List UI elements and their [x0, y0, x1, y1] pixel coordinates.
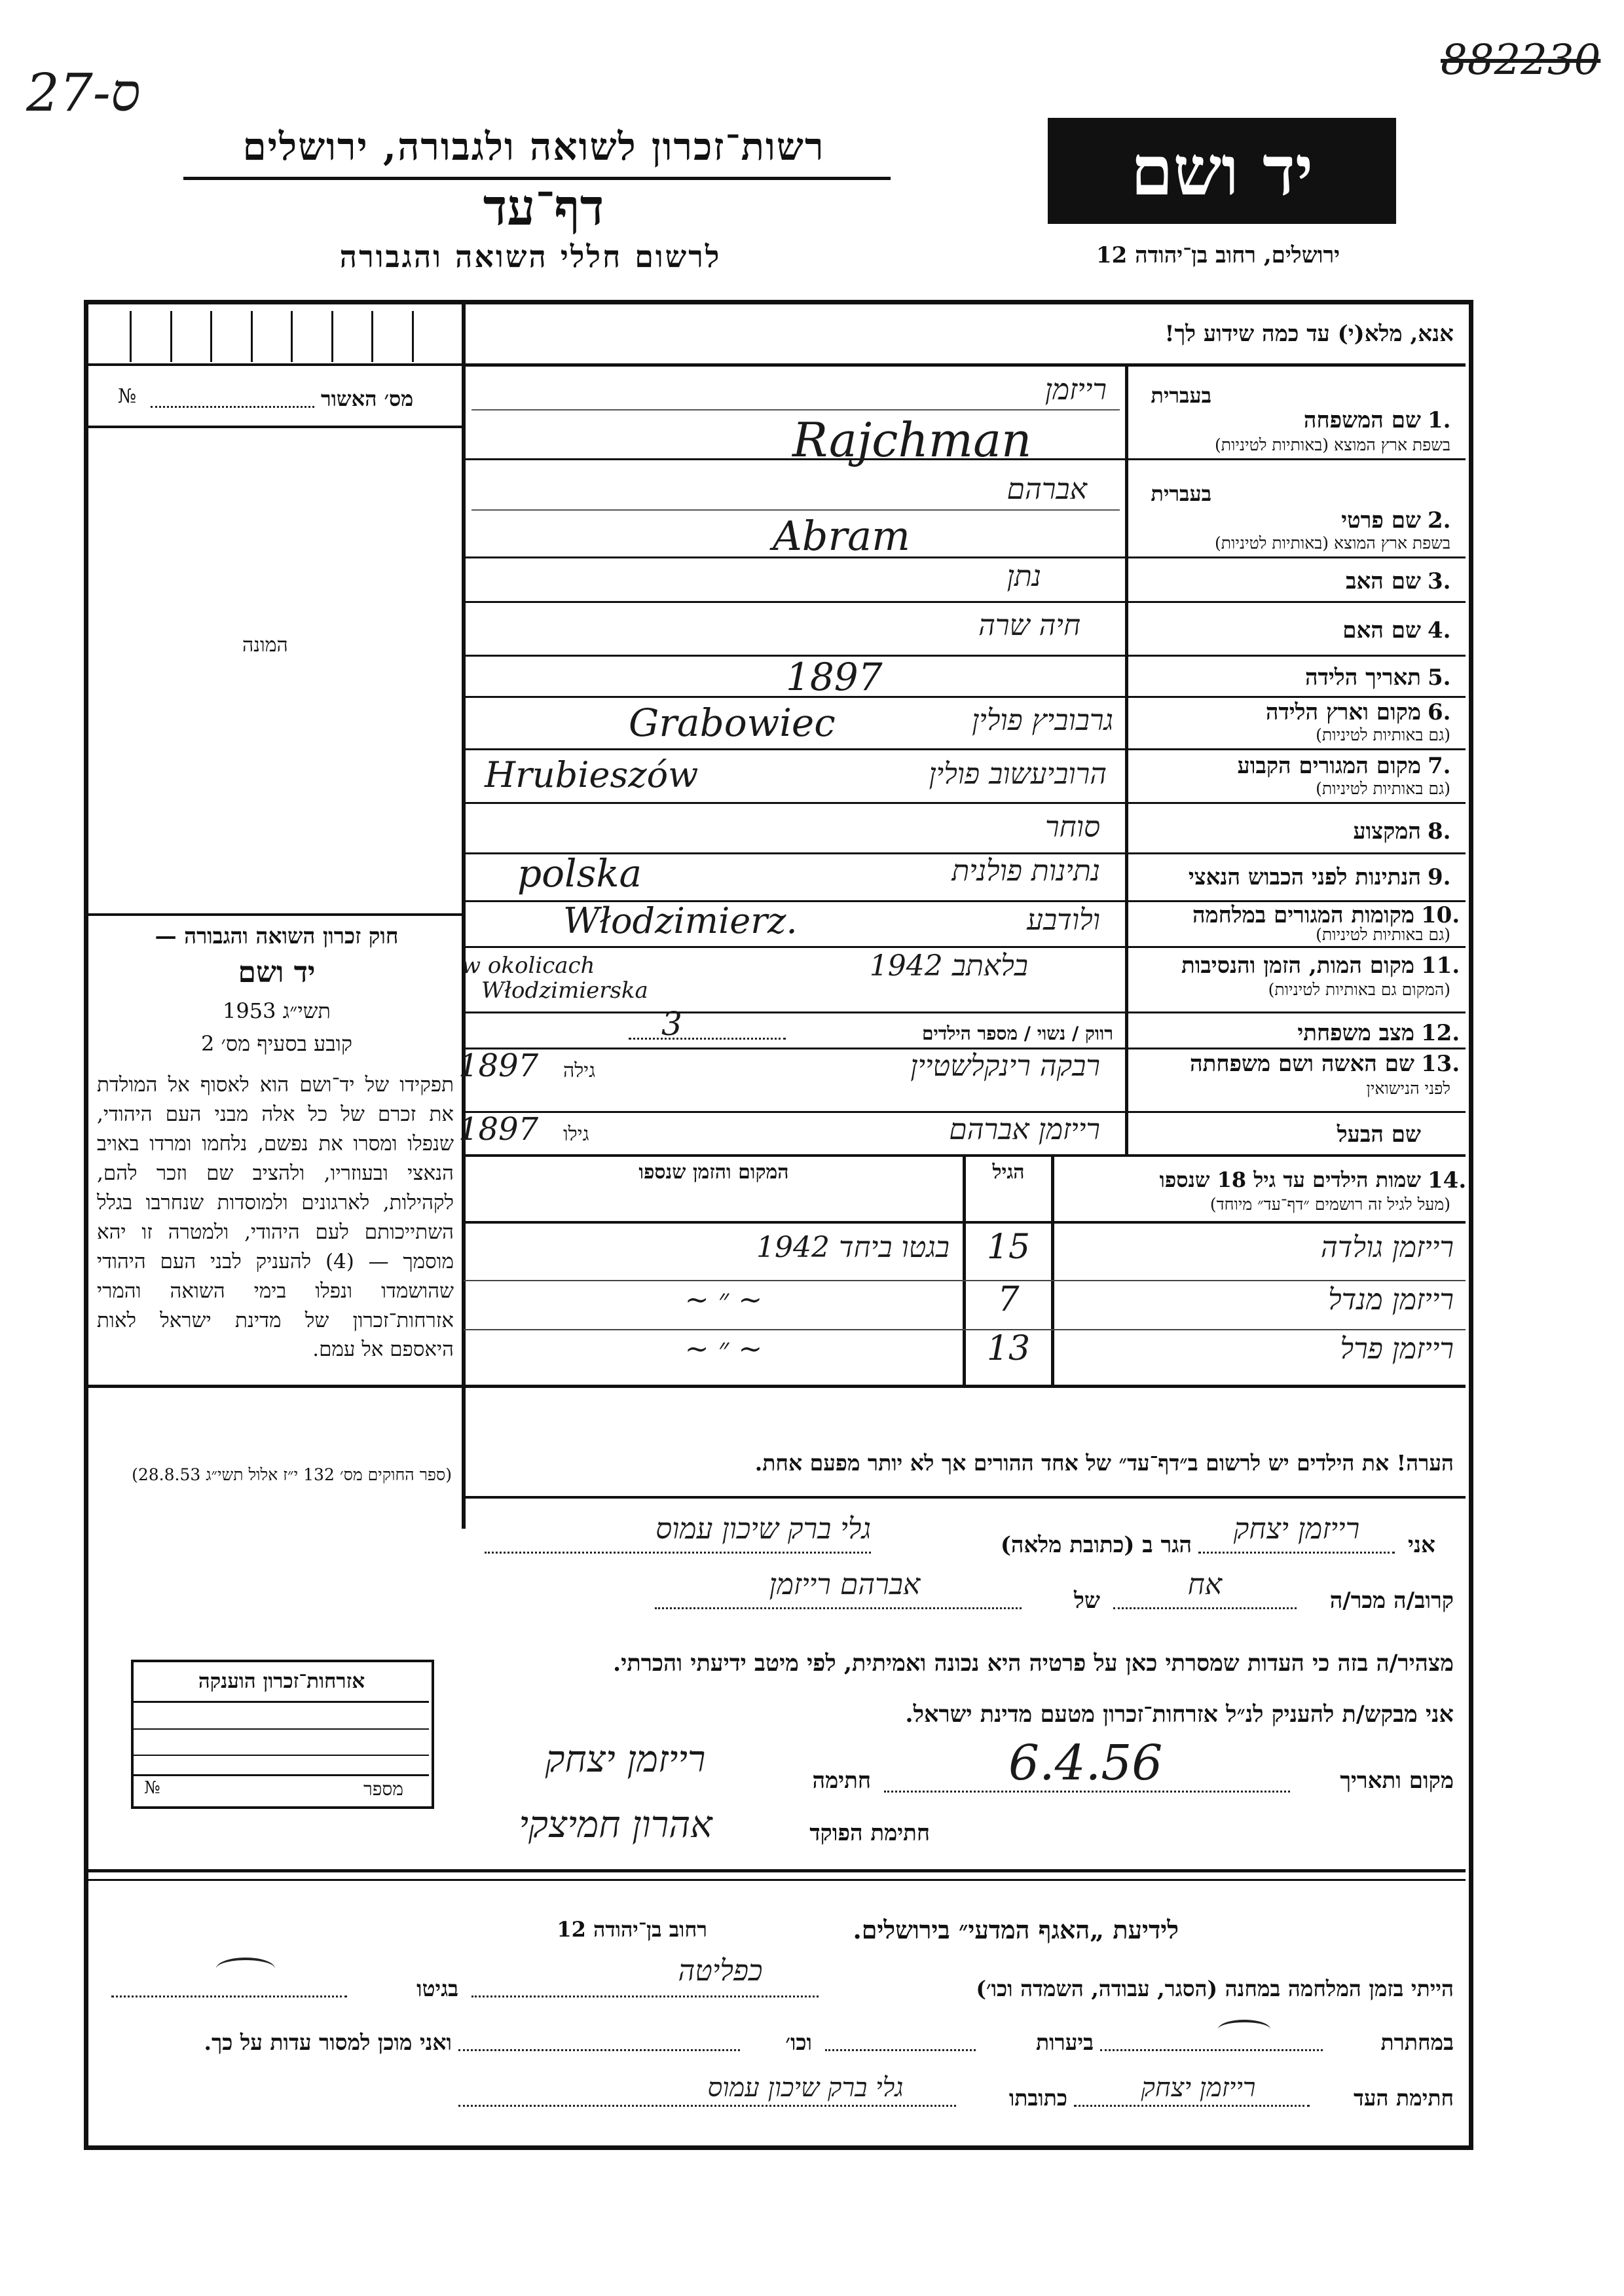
- field-1-number: 1.: [1428, 407, 1451, 433]
- children-number: 14.: [1428, 1167, 1467, 1194]
- photo-rule: [88, 913, 464, 916]
- field-2-tag: בעברית: [1151, 481, 1211, 506]
- child-1-name: רייזמן גולדה: [1320, 1231, 1454, 1264]
- field-9-label: הנתינות לפני הכבוש הנאצי: [1188, 864, 1421, 890]
- field-9-latin: polska: [517, 851, 642, 896]
- field-13-sub: לפני הנישואין: [1366, 1079, 1450, 1098]
- law-name: יד ושם: [238, 956, 316, 989]
- signature-value: רייזמן יצחק: [545, 1738, 706, 1781]
- declaration-of-name-line: [655, 1607, 1022, 1609]
- field-9-number: 9.: [1428, 864, 1451, 890]
- law-text: תפקידו של יד־ושם הוא לאסוף אל המולדת את זכרם של כל אלה מבני העם היהודי, שנפלו ומסרו את נפשם, נלחמו ומרדו באויב הנאצי ובעוזריו, ולהציב שם וזכר להם, לקהילות, לארגונים ולמוסדות שנחרבו בגלל השתייכותם לעם היהודי, ולמטרה זו יהא מוסמך — (4) להעניק לבני העם היהודי שהושמדו ונפלו בימי השואה והמרי אזרחות־זכרון של מדינת ישראל לאות היאספם אל עמם.: [97, 1073, 454, 1362]
- witness-address-line: [458, 2105, 956, 2107]
- field-2-latin: Abram: [773, 512, 910, 560]
- field-8-hebrew: סוחר: [1045, 811, 1100, 844]
- husband-age: 1897: [458, 1111, 539, 1148]
- row-rule-3: [464, 556, 1466, 558]
- witness-signature-line: [1074, 2105, 1310, 2107]
- child-1-place: בגטו ביחד 1942: [756, 1231, 950, 1264]
- field-2-hebrew: אברהם: [1006, 473, 1087, 506]
- archive-camp-line: [471, 1995, 819, 1997]
- archive-forests-line: [825, 2049, 976, 2051]
- field-13-age-label: גילה: [563, 1059, 596, 1082]
- archive-ghetto: בגיטו: [416, 1976, 458, 2001]
- declaration-i: אני: [1408, 1532, 1435, 1558]
- field-3-hebrew: נתן: [1006, 560, 1041, 593]
- field-1-tag: בעברית: [1151, 383, 1211, 408]
- field-1-label: שם המשפחה: [1303, 407, 1421, 433]
- field-7-latin: Hrubieszów: [485, 754, 699, 795]
- field-7-label: מקום המגורים הקבוע: [1237, 753, 1421, 779]
- field-12-sub-inline: רווק / נשוי / מספר הילדים: [921, 1023, 1113, 1044]
- child-3-name: רייזמן פרל: [1340, 1332, 1454, 1366]
- field-8-label: המקצוע: [1353, 818, 1421, 845]
- field-7-number: 7.: [1428, 753, 1451, 779]
- field-10-hebrew: ולודבע: [1027, 903, 1100, 937]
- place-date-value: 6.4.56: [1008, 1735, 1163, 1791]
- law-year: 1953 תשי״ג: [223, 998, 331, 1023]
- code-boxes-rule: [88, 363, 464, 366]
- field-11-latin-1: w okolicach: [462, 953, 595, 979]
- field-6-hebrew: גרבוביץ פולין: [972, 704, 1113, 737]
- declaration-living: הגר ב (כתובת מלאה): [1000, 1532, 1192, 1558]
- photo-area-label: המונה: [242, 634, 288, 657]
- field-6-sub: (גם באותיות לטיניות): [1316, 725, 1450, 744]
- field-1-hebrew: רייזמן: [1044, 373, 1107, 407]
- form-title: דף־עד: [483, 178, 604, 236]
- archive-underground: במחתרת: [1380, 2030, 1454, 2055]
- field-13-hebrew: רבקה רינקלשטיין: [910, 1049, 1100, 1083]
- witness-address-label: כתובתו: [1008, 2085, 1067, 2111]
- signature-label: חתימה: [812, 1768, 871, 1794]
- archive-ready: ואני מוכן למסור עדות על כך.: [204, 2030, 452, 2055]
- citizenship-rule-2: [134, 1728, 429, 1730]
- child-2-age: 7: [997, 1280, 1020, 1319]
- place-date-label: מקום ותאריך: [1340, 1768, 1454, 1794]
- yad-vashem-logo: יד ושם: [1048, 118, 1396, 224]
- husband-age-label: גילו: [563, 1123, 589, 1146]
- field-2-label: שם פרטי: [1341, 507, 1421, 534]
- archive-camp: כפליטה: [678, 1954, 763, 1988]
- archive-rule-top: [88, 1869, 1466, 1872]
- declaration-request: אני מבקש/ת להעניק לנ״ל אזרחות־זכרון מטעם מדינת ישראל.: [905, 1701, 1454, 1728]
- field-2-sub: בשפת ארץ המוצא (באותיות לטיניות): [1215, 534, 1450, 553]
- field-8-number: 8.: [1428, 818, 1451, 845]
- field-5-latin: 1897: [786, 655, 883, 699]
- citizenship-rule-1: [134, 1701, 429, 1703]
- citizenship-rule-4: [134, 1774, 429, 1776]
- header-address: ירושלים, רחוב בן־יהודה 12: [1096, 242, 1340, 268]
- corner-left-note: 27-ס: [26, 62, 141, 123]
- declaration-relative: קרוב/ה מכר/ה: [1329, 1588, 1454, 1614]
- declaration-statement: מצהיר/ה בזה כי העדות שמסרתי כאן על פרטיה היא נכונה ואמיתית, לפי מיטב ידיעתי והכרתי.: [613, 1650, 1454, 1677]
- row-rule-12: [464, 1011, 1466, 1013]
- child-3-age: 13: [986, 1329, 1031, 1368]
- archive-underground-dash: [1218, 2020, 1270, 2039]
- field-5-number: 5.: [1428, 665, 1451, 691]
- field-13-number: 13.: [1421, 1051, 1460, 1077]
- left-column-divider: [462, 304, 466, 1529]
- authority-title: רשות־זכרון לשואה ולגבורה, ירושלים: [242, 124, 825, 169]
- field-13-age: 1897: [458, 1048, 539, 1084]
- citizenship-number-sign: №: [144, 1778, 160, 1798]
- field-10-label: מקומות המגורים במלחמה: [1192, 902, 1414, 928]
- field-11-number: 11.: [1421, 953, 1460, 979]
- field-1-latin: Rajchman: [792, 412, 1032, 467]
- row-rule-4: [464, 601, 1466, 603]
- children-note: הערה! את הילדים יש לרשום ב״דף־עד״ של אחד ההורים אך לא יותר מפעם אחת.: [754, 1450, 1454, 1476]
- field-9-hebrew: נתינות פולנית: [951, 854, 1100, 888]
- declaration-relation: אח: [1187, 1568, 1223, 1601]
- archive-ghetto-line: [111, 1995, 347, 1997]
- field-10-number: 10.: [1421, 902, 1460, 928]
- approval-number-line: [151, 406, 314, 408]
- field-7-sub: (גם באותיות לטיניות): [1316, 779, 1450, 798]
- field-12-label: מצב משפחתי: [1297, 1020, 1414, 1046]
- child-2-name: רייזמן מנדל: [1328, 1283, 1454, 1317]
- form-subtitle: לרשום חללי השואה והגבורה: [339, 239, 722, 274]
- law-reference: (ספר החוקים מס׳ 132 י״ז אלול תשי״ג 28.8.53): [132, 1465, 452, 1484]
- citizenship-number-label: מספר: [363, 1778, 403, 1800]
- field-3-label: שם האב: [1346, 568, 1421, 594]
- law-title: חוק זכרון השואה והגבורה —: [155, 923, 399, 949]
- children-place-header: המקום והזמן שנספו: [638, 1161, 789, 1184]
- citizenship-rule-3: [134, 1755, 429, 1756]
- notice-rule: [464, 363, 1466, 367]
- declaration-of: של: [1074, 1588, 1100, 1614]
- field-4-label: שם האם: [1342, 617, 1421, 644]
- child-3-place: ~ ״ ~: [684, 1332, 763, 1366]
- approval-no-sign: №: [118, 385, 137, 408]
- husband-hebrew: רייזמן אברהם: [949, 1113, 1100, 1146]
- approval-rule: [88, 426, 464, 428]
- archive-etc: וכו׳: [785, 2030, 812, 2055]
- officer-signature-label: חתימת הפוקד: [809, 1820, 930, 1846]
- corner-right-number: 882230: [1441, 36, 1601, 84]
- declaration-address-line: [485, 1552, 871, 1554]
- field-4-number: 4.: [1428, 617, 1451, 644]
- declaration-name: רייזמן יצחק: [1233, 1512, 1360, 1546]
- approval-number-label: מס׳ האשור: [321, 386, 414, 411]
- field-10-latin: Włodzimierz.: [563, 900, 798, 941]
- witness-address-value: גלי ברק שיכון עמוס: [707, 2073, 904, 2103]
- label-column-divider: [1125, 365, 1128, 1154]
- child-1-age: 15: [986, 1228, 1031, 1267]
- field-12-dots: [629, 1038, 786, 1040]
- archive-ghetto-dash: [216, 1958, 275, 1980]
- row-rule-11: [464, 946, 1466, 948]
- declaration-address: גלי ברק שיכון עמוס: [655, 1512, 871, 1546]
- field-2-hebrew-line: [471, 509, 1120, 511]
- children-age-divider: [963, 1156, 966, 1385]
- archive-rule-bottom: [88, 1879, 1466, 1881]
- code-boxes: [92, 311, 452, 362]
- field-6-label: מקום וארץ הלידה: [1265, 699, 1421, 725]
- row-rule-7: [464, 748, 1466, 750]
- please-fill-notice: אנא, מלא(י) עד כמה שידוע לך!: [1164, 321, 1454, 347]
- declaration-of-name: אברהם רייזמן: [769, 1568, 921, 1601]
- field-6-number: 6.: [1428, 699, 1451, 725]
- row-rule-8: [464, 802, 1466, 804]
- archive-etc-line: [458, 2049, 740, 2051]
- field-13-label: שם האשה ושם משפחתה: [1190, 1051, 1414, 1077]
- field-11-hebrew: בלאתב 1942: [869, 949, 1028, 983]
- field-7-hebrew: הרוביעשוב פולין: [929, 757, 1107, 791]
- field-11-sub: (המקום גם באותיות לטיניות): [1268, 980, 1450, 999]
- field-11-latin-2: Włodzimierska: [481, 977, 648, 1004]
- children-name-divider: [1051, 1156, 1054, 1385]
- field-5-label: תאריך הלידה: [1304, 665, 1421, 691]
- archive-address: רחוב בן־יהודה 12: [557, 1917, 707, 1942]
- children-label: שמות הילדים עד גיל 18 שנספו: [1159, 1167, 1421, 1192]
- witness-signature-value: רייזמן יצחק: [1141, 2073, 1256, 2103]
- child-2-place: ~ ״ ~: [684, 1283, 763, 1317]
- field-3-number: 3.: [1428, 568, 1451, 594]
- archive-title: לידיעת „האגף המדעי״ בירושלים.: [853, 1915, 1179, 1944]
- children-header-rule: [464, 1221, 1466, 1224]
- officer-signature-value: אהרון חמיצקי: [519, 1804, 712, 1846]
- husband-label: שם הבעל: [1337, 1121, 1421, 1148]
- row-rule-5: [464, 655, 1466, 657]
- field-1-sub: בשפת ארץ המוצא (באותיות לטיניות): [1215, 435, 1450, 454]
- archive-forests: ביערות: [1035, 2030, 1094, 2055]
- children-sub: (מעל לגיל זה רושמים ״דף־עד״ מיוחד): [1209, 1195, 1450, 1214]
- declaration-name-line: [1198, 1552, 1395, 1554]
- witness-signature-label: חתימת העד: [1353, 2085, 1454, 2111]
- field-12-number: 12.: [1421, 1020, 1460, 1046]
- archive-underground-line: [1100, 2049, 1323, 2051]
- field-2-number: 2.: [1428, 507, 1451, 534]
- field-6-latin: Grabowiec: [629, 701, 836, 745]
- children-age-header: הגיל: [992, 1161, 1025, 1184]
- field-10-sub: (גם באותיות לטיניות): [1316, 925, 1450, 944]
- law-clause: קובע בסעיף מס׳ 2: [201, 1031, 352, 1056]
- place-date-line: [884, 1791, 1290, 1793]
- children-row-rule-2: [464, 1329, 1466, 1330]
- note-rule: [464, 1496, 1466, 1499]
- field-12-children-count: 3: [661, 1005, 682, 1043]
- children-bottom-rule: [88, 1385, 1466, 1388]
- children-row-rule-1: [464, 1280, 1466, 1281]
- field-11-label: מקום המות, הזמן והנסיבות: [1181, 953, 1414, 979]
- field-4-hebrew: חיה שרה: [978, 609, 1080, 642]
- row-rule-6: [464, 696, 1466, 698]
- declaration-relation-line: [1113, 1607, 1297, 1609]
- citizenship-box-title: אזרחות־זכרון הוענקה: [198, 1669, 365, 1693]
- archive-line-1: הייתי בזמן המלחמה במחנה (הסגר, עבודה, השמדה וכו׳): [976, 1976, 1454, 2001]
- field-1-hebrew-line: [471, 409, 1120, 410]
